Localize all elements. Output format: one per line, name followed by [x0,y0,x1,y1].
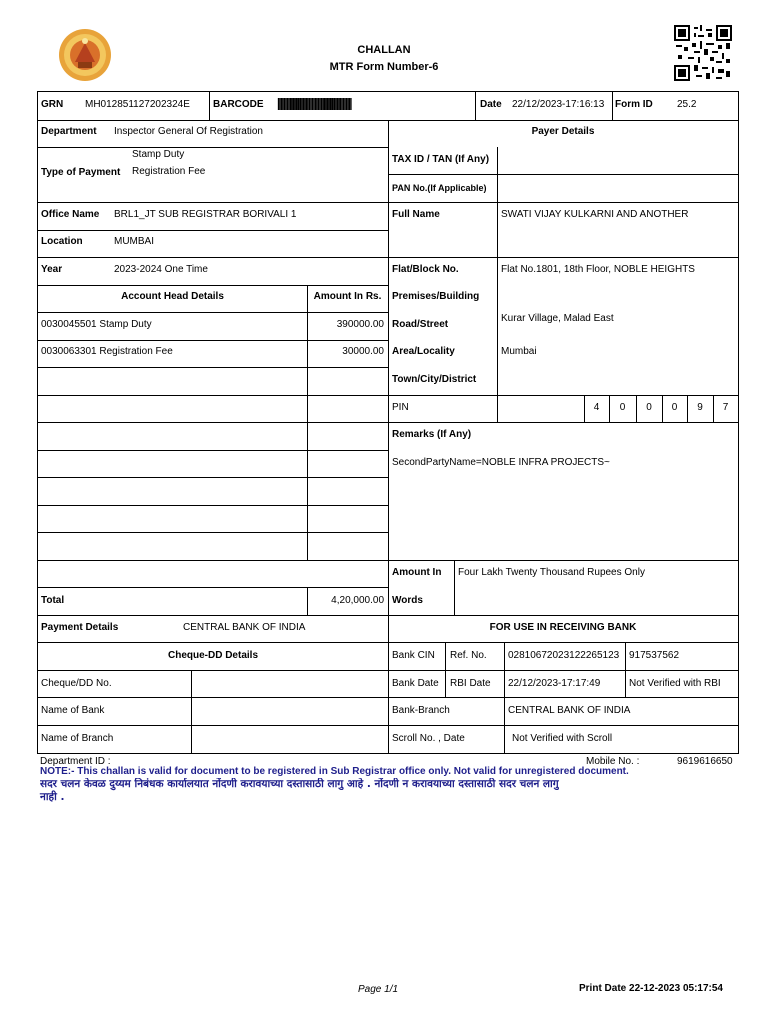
area-locality-value: Mumbai [501,346,537,357]
account-head-header: Account Head Details [121,291,224,302]
mobile-label: Mobile No. : [586,756,640,767]
ref-no-label: Ref. No. [450,650,487,661]
office-name-label: Office Name [41,209,100,220]
cheque-no-label: Cheque/DD No. [41,678,112,689]
department-id-label: Department ID : [40,756,111,767]
year-label: Year [41,264,63,275]
payment-type-registration-fee: Registration Fee [132,166,206,177]
payer-details-header: Payer Details [531,126,595,137]
amount-in-label: Amount In [392,567,442,578]
scroll-label: Scroll No. , Date [392,733,465,744]
remarks-value: SecondPartyName=NOBLE INFRA PROJECTS~ [392,457,610,468]
barcode-image: |||||||||||||||||||||||||||||||||||||||||||||||||| [277,97,351,111]
road-street-value: Kurar Village, Malad East [501,313,614,324]
pan-label: PAN No.(If Applicable) [392,183,487,193]
town-city-label: Town/City/District [392,374,477,385]
pin-label: PIN [392,402,409,413]
scroll-value: Not Verified with Scroll [512,733,613,744]
pin-digit: 4 [593,402,600,413]
full-name-value: SWATI VIJAY KULKARNI AND ANOTHER [501,209,689,220]
name-of-bank-label: Name of Bank [41,705,105,716]
flat-block-label: Flat/Block No. [392,264,459,275]
year-value: 2023-2024 One Time [114,264,208,275]
mobile-value: 9619616650 [677,756,733,767]
print-date: Print Date 22-12-2023 05:17:54 [579,983,723,994]
amount-header: Amount In Rs. [313,291,382,302]
page-number: Page 1/1 [358,984,399,995]
rbi-status: Not Verified with RBI [629,678,721,689]
pin-digit: 0 [619,402,626,413]
form-id-label: Form ID [615,99,653,110]
form-id-value: 25.2 [677,99,697,110]
bank-date-value: 22/12/2023-17:17:49 [508,678,601,689]
bank-cin-value: 02810672023122265123 [508,650,620,661]
total-value: 4,20,000.00 [331,595,384,606]
pin-digit: 9 [697,402,703,413]
note-marathi-line-2: नाही . [40,791,65,803]
grn-value: MH012851127202324E [85,99,190,110]
cheque-dd-header: Cheque-DD Details [167,650,258,661]
office-name-value: BRL1_JT SUB REGISTRAR BORIVALI 1 [114,209,297,220]
tax-id-label: TAX ID / TAN (If Any) [392,154,490,165]
flat-block-value: Flat No.1801, 18th Floor, NOBLE HEIGHTS [501,264,695,275]
road-street-label: Road/Street [392,319,449,330]
account-row-2-amount: 30000.00 [342,346,384,357]
department-value: Inspector General Of Registration [114,126,263,137]
location-value: MUMBAI [114,236,154,247]
pin-digit: 0 [646,402,652,413]
premises-label: Premises/Building [392,291,480,302]
amount-in-words-value: Four Lakh Twenty Thousand Rupees Only [458,567,645,578]
document-title: CHALLAN [357,44,411,56]
full-name-label: Full Name [392,209,440,220]
remarks-label: Remarks (If Any) [392,429,472,440]
words-label: Words [392,595,423,606]
payment-details-label: Payment Details [41,622,119,633]
area-locality-label: Area/Locality [392,346,455,357]
pin-digit: 0 [671,402,678,413]
department-label: Department [41,126,97,137]
rbi-date-label: RBI Date [450,678,491,689]
pin-digit: 7 [722,402,729,413]
payment-type-stamp-duty: Stamp Duty [132,149,185,160]
document-subtitle: MTR Form Number-6 [329,61,439,73]
name-of-branch-label: Name of Branch [41,733,114,744]
total-label: Total [41,595,65,606]
location-label: Location [41,236,83,247]
challan-form [37,91,739,754]
account-row-1-amount: 390000.00 [336,319,384,330]
note-english: NOTE:- This challan is valid for document to be registered in Sub Registrar office only. Not valid for unregistered document. [40,766,629,777]
bank-date-label: Bank Date [392,678,439,689]
bank-branch-value: CENTRAL BANK OF INDIA [508,705,631,716]
receiving-bank-header: FOR USE IN RECEIVING BANK [489,622,637,633]
date-label: Date [480,99,502,110]
payment-details-value: CENTRAL BANK OF INDIA [183,622,306,633]
grn-label: GRN [41,99,64,110]
bank-cin-label: Bank CIN [392,650,435,661]
barcode-label: BARCODE [213,99,264,110]
ref-no-value: 917537562 [629,650,680,661]
account-row-1-head: 0030045501 Stamp Duty [41,319,152,330]
bank-branch-label: Bank-Branch [392,705,450,716]
type-of-payment-label: Type of Payment [41,167,121,178]
note-marathi-line-1: सदर चलन केवळ दुय्यम निबंधक कार्यालयात नोंदणी करावयाच्या दस्तासाठी लागु आहे . नोंदणी न करावयाच्या दस्तासाठी सदर चलन लागु [40,778,559,790]
date-value: 22/12/2023-17:16:13 [512,99,605,110]
account-row-2-head: 0030063301 Registration Fee [41,346,173,357]
